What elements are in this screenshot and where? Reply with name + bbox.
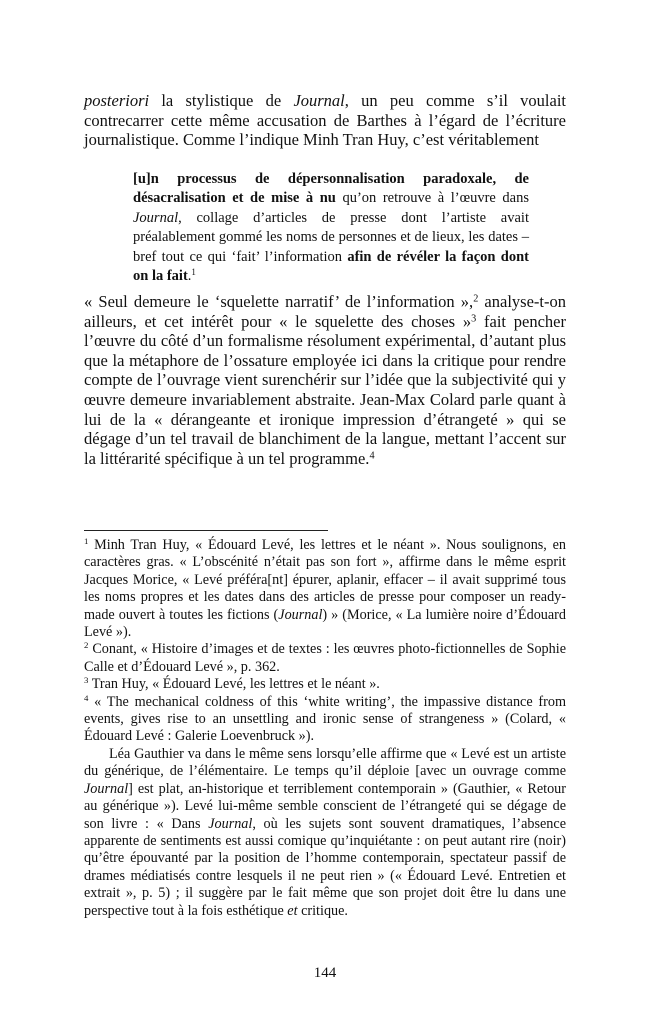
- footnote-4-cont-text-b: ] est plat, an-historique et terriblement contemporain » (Gauthier, « Retour au générique »). Levé lui-même semble conscient de l’étrangeté qui se dégage de son livre : « Dans: [84, 780, 566, 832]
- paragraph-1-italic-posteriori: posteriori: [84, 91, 150, 110]
- paragraph-2-text-c: fait pencher l’œuvre du côté d’un formalisme résolument expérimental, d’autant plus que la métaphore de l’ossature employée ici dans la critique pour rendre compte de l’ouvrage vient surenchérir sur l’idée que la subjectivité qui y œuvre demeure invariablement abstraite. Jean-Max Colard parle quant à lui de la « dérangeante et ironique impression d’étrangeté » qui se dégage d’un tel travail de blanchiment de la langue, mettant l’accent sur la littérarité spécifique à un tel programme.: [84, 311, 566, 468]
- footnote-4-cont-text-d: critique.: [297, 902, 348, 919]
- footnote-4-text: « The mechanical coldness of this ‘white writing’, the impassive distance from events, gives rise to an unsettling and ironic sense of strangeness » (Colard, « Édouard Levé : Galerie Loevenbruck »).: [84, 693, 566, 745]
- quote-text-3: .: [187, 268, 192, 285]
- footnote-4-cont-text-a: Léa Gauthier va dans le même sens lorsqu’elle affirme que « Levé est un artiste du générique, de l’élémentaire. Le temps qu’il déploie [avec un ouvrage comme: [84, 745, 566, 780]
- footnotes-section: [84, 537, 566, 920]
- footnote-3-text: Tran Huy, « Édouard Levé, les lettres et le néant ».: [88, 676, 380, 693]
- footnote-4-continuation: [84, 746, 566, 920]
- paragraph-2-text-b: analyse-t-on ailleurs, et cet intérêt pour « le squelette des choses »: [84, 292, 566, 331]
- footnote-ref-3[interactable]: 3: [471, 312, 477, 324]
- paragraph-1-italic-journal: Journal: [293, 91, 345, 110]
- footnote-3: [84, 676, 566, 693]
- footnote-2-text: Conant, « Histoire d’images et de textes : les œuvres photo-fictionnelles de Sophie Calle et d’Édouard Levé », p. 362.: [84, 641, 566, 675]
- footnote-4-cont-text-c: , où les sujets sont souvent dramatiques, l’absence apparente de sentiments est aussi comique qu’inquiétante : on peut autant rire (noir) qu’être épouvanté par la position de l’homme contemporain, spectateur passif de drames médiatisés contre lesquels il ne peut rien » (« Édouard Levé. Entretien et extrait », p. 5) ; il suggère par le fait même que son projet doit être lu dans une perspective tout à la fois esthétique: [84, 815, 566, 919]
- quote-text-1: qu’on retrouve à l’œuvre dans: [335, 190, 529, 207]
- quote-italic-journal: Journal: [133, 209, 179, 226]
- page-number: 144: [313, 965, 337, 981]
- paragraph-1-text-a: la stylistique de: [149, 91, 294, 110]
- footnote-separator: [84, 530, 328, 531]
- footnote-4-cont-italic-et: et: [287, 902, 298, 919]
- footnote-ref-1[interactable]: 1: [191, 267, 196, 278]
- footnote-4-number: 4: [84, 692, 89, 703]
- footnote-ref-4[interactable]: 4: [369, 450, 375, 462]
- block-quote: [133, 170, 529, 286]
- footnote-1: [84, 537, 566, 641]
- footnote-1-italic-journal: Journal: [278, 606, 323, 623]
- quote-bold-1: [u]n processus de dépersonnalisation paradoxale, de désacralisation et de mise à nu: [133, 171, 529, 207]
- quote-text-2: , collage d’articles de presse dont l’artiste avait préalablement gommé les noms de personnes et de lieux, les dates – bref tout ce qui ‘fait’ l’information: [133, 209, 529, 265]
- footnote-3-number: 3: [84, 675, 89, 686]
- quote-bold-2: afin de révéler la façon dont on la fait: [133, 248, 529, 285]
- body-paragraph-2: [84, 292, 566, 468]
- footnote-2-number: 2: [84, 640, 89, 651]
- body-paragraph-1: [84, 91, 566, 150]
- footnote-2: [84, 641, 566, 676]
- footnote-1-text-b: ) » (Morice, « La lumière noire d’Édouard Levé »).: [84, 606, 566, 641]
- footnote-4: [84, 694, 566, 746]
- footnote-4-cont-italic-journal-1: Journal: [84, 780, 129, 797]
- footnote-1-text-a: Minh Tran Huy, « Édouard Levé, les lettres et le néant ». Nous soulignons, en caractères gras. « L’obscénité n’était pas son fort », affirme dans le même esprit Jacques Morice, « Levé préféra[nt] épurer, aplanir, effacer – il avait supprimé tous les noms propres et les dates dans des articles de presse pour composer un ready-made ouvert à toutes les fictions (: [84, 537, 566, 623]
- paragraph-1-text-b: , un peu comme s’il voulait contrecarrer cette même accusation de Barthes à l’égard de l’écriture journalistique. Comme l’indique Minh Tran Huy, c’est véritablement: [84, 91, 566, 150]
- paragraph-2-text-a: « Seul demeure le ‘squelette narratif’ de l’information »,: [84, 292, 474, 311]
- footnote-ref-2[interactable]: 2: [473, 293, 479, 305]
- footnote-1-number: 1: [84, 536, 89, 547]
- footnote-4-cont-italic-journal-2: Journal: [208, 815, 253, 832]
